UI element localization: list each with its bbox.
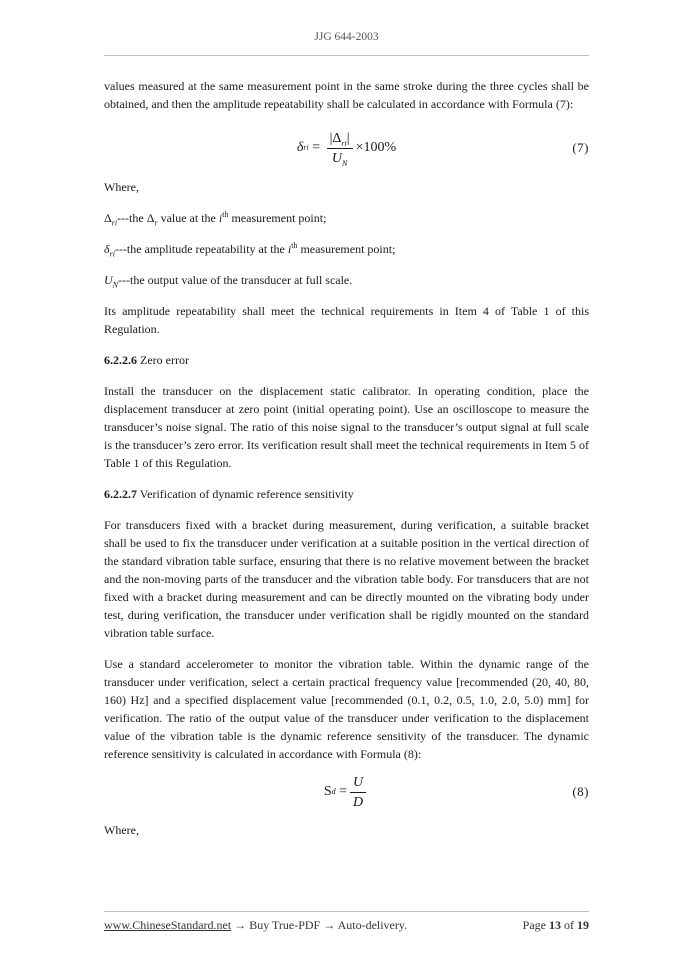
equals-sign: = xyxy=(335,784,348,799)
def-subscript: r xyxy=(154,218,158,228)
footer-divider xyxy=(104,911,589,912)
fraction-denominator xyxy=(329,149,350,167)
def-superscript: th xyxy=(291,241,298,250)
page-total: 19 xyxy=(577,918,589,932)
def-text: measurement point; xyxy=(228,211,327,225)
formula-symbol: S xyxy=(323,784,332,799)
def-text: value at the xyxy=(157,211,219,225)
fraction-numerator xyxy=(327,130,353,149)
def-symbol: δ xyxy=(104,242,110,256)
page-body xyxy=(104,77,589,839)
section-heading-6226 xyxy=(104,351,589,369)
numerator-end: | xyxy=(346,130,350,146)
paragraph: Its amplitude repeatability shall meet the technical requirements in Item 4 of Table 1 of this Regulation. xyxy=(104,304,589,336)
paragraph: For transducers fixed with a bracket during measurement, during verification, a suitable bracket shall be used to fix the transducer under verification at a suitable position in the vertical direction of the standard vibration table surface, ensuring that there is no relative movement between the bracket and the non-moving parts of the transducer and the vibration table body. For transducers that are not fixed with a bracket during measurement and can be directly mounted on the vibrating body under test, during verification, the transducer under verification shall be rigidly mounted on the standard vibration table surface. xyxy=(104,518,589,640)
formula-7-expression: δ ri = $\frac{|\Delta_{ri}|}{U_N}$ ×100% xyxy=(296,130,397,168)
formula-8-expression: S d = $\frac{U}{D}$ xyxy=(104,769,589,815)
where-label: Where, xyxy=(104,180,139,194)
footer-promo-text: → Buy True-PDF → Auto-delivery. xyxy=(231,918,408,932)
fraction xyxy=(327,130,353,167)
denominator-subscript: N xyxy=(341,158,348,168)
formula-7 xyxy=(104,122,589,174)
numerator-text: |Δ xyxy=(329,130,342,146)
def-text: ---the output value of the transducer at full scale. xyxy=(118,273,353,287)
footer-left xyxy=(104,918,407,933)
page-header xyxy=(0,31,693,43)
equals-sign: = xyxy=(308,140,324,155)
page-label: Page xyxy=(522,918,549,932)
page-footer xyxy=(104,918,589,933)
formula-tail: ×100% xyxy=(355,140,397,155)
formula-symbol: δ xyxy=(296,140,304,155)
definition-output xyxy=(104,271,589,289)
def-text: ---the amplitude repeatability at the xyxy=(114,242,288,256)
def-superscript: th xyxy=(222,210,229,219)
section-title: Zero error xyxy=(137,353,189,367)
formula-number: (7) xyxy=(572,140,589,155)
fraction-numerator: U xyxy=(350,774,366,793)
standard-code: JJG 644-2003 xyxy=(314,31,379,43)
website-link[interactable]: www.ChineseStandard.net xyxy=(104,918,232,932)
where-label: Where, xyxy=(104,823,139,837)
def-italic: i xyxy=(287,242,292,256)
page-current: 13 xyxy=(549,918,561,932)
def-subscript: ri xyxy=(111,218,118,228)
definition-repeatability xyxy=(104,240,589,258)
header-divider xyxy=(104,55,589,56)
paragraph: values measured at the same measurement point in the same stroke during the three cycles shall be obtained, and then the amplitude repeatability shall be calculated in accordance with Formula (7): xyxy=(104,79,589,111)
paragraph: Use a standard accelerometer to monitor the vibration table. Within the dynamic range of the transducer under verification, select a certain practical frequency value [recommended (20, 40, 80, 160) Hz] and a specified displacement value [recommended (0.1, 0.2, 0.5, 1.0, 2.0, 5.0) mm] for verification. The ratio of the output value of the transducer under verification to the displacement value of the vibration table is the dynamic reference sensitivity of the transducer. The dynamic reference sensitivity is calculated in accordance with Formula (8): xyxy=(104,657,589,761)
formula-8 xyxy=(104,769,589,815)
def-text: ---the Δ xyxy=(117,211,155,225)
section-heading-6227 xyxy=(104,485,589,503)
def-symbol: Δ xyxy=(104,211,112,225)
def-subscript: ri xyxy=(109,249,115,259)
def-symbol: U xyxy=(104,273,113,287)
fraction xyxy=(350,774,366,811)
section-title: Verification of dynamic reference sensitivity xyxy=(137,487,354,501)
def-text: measurement point; xyxy=(297,242,396,256)
formula-number: (8) xyxy=(572,784,589,799)
page-indicator xyxy=(523,918,589,933)
section-number: 6.2.2.7 xyxy=(104,487,137,501)
def-subscript: N xyxy=(112,280,119,290)
def-italic: i xyxy=(218,211,223,225)
denominator-text: U xyxy=(331,150,342,166)
definition-delta xyxy=(104,209,589,227)
page-of: of xyxy=(561,918,577,932)
fraction-denominator: D xyxy=(353,794,364,810)
section-number: 6.2.2.6 xyxy=(104,353,137,367)
numerator-subscript: ri xyxy=(341,138,347,148)
paragraph: Install the transducer on the displacement static calibrator. In operating condition, place the displacement transducer at zero point (initial operating point). Use an oscilloscope to measure the transducer’s noise signal. The ratio of this noise signal to the transducer’s output signal at full scale is the transducer’s zero error. Its verification result shall meet the technical requirements in Item 5 of Table 1 of this Regulation. xyxy=(104,384,589,470)
